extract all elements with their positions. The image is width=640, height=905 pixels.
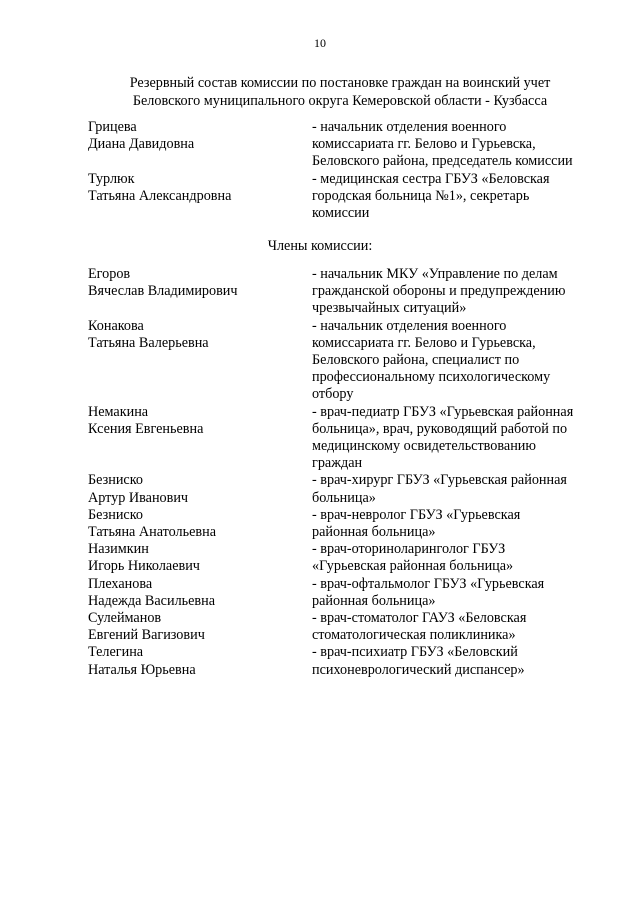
- list-item: [88, 576, 598, 610]
- list-item: [88, 541, 598, 575]
- member-role: - начальник отделения военного комиссариата гг. Белово и Гурьевска, Беловского района, специалист по профессиональному психологическому отбору: [312, 317, 551, 403]
- member-role: - начальник отделения военного комиссариата гг. Белово и Гурьевска, Беловского района, председатель комиссии: [312, 119, 573, 170]
- member-name: Конакова Татьяна Валерьевна: [88, 317, 209, 351]
- member-name: Турлюк Татьяна Александровна: [88, 170, 232, 204]
- list-item: [88, 266, 598, 318]
- list-item: [88, 171, 598, 223]
- member-name: Сулейманов Евгений Вагизович: [88, 610, 205, 644]
- list-item: [88, 507, 598, 541]
- member-name: Егоров Вячеслав Владимирович: [88, 266, 238, 300]
- member-role: - начальник МКУ «Управление по делам гражданской обороны и предупреждению чрезвычайных ситуаций»: [312, 266, 566, 317]
- member-name: Немакина Ксения Евгеньевна: [88, 403, 204, 437]
- member-role: - врач-офтальмолог ГБУЗ «Гурьевская районная больница»: [312, 575, 545, 609]
- list-item: [88, 404, 598, 473]
- member-name: Безниско Артур Иванович: [88, 472, 189, 506]
- member-role: - врач-психиатр ГБУЗ «Беловский психоневрологический диспансер»: [312, 644, 525, 678]
- member-role: - врач-хирург ГБУЗ «Гурьевская районная больница»: [312, 472, 567, 506]
- list-item: [88, 318, 598, 404]
- title-line: Резервный состав комиссии по постановке граждан на воинский учет: [129, 75, 551, 91]
- members-list: [88, 266, 598, 679]
- list-item: [88, 119, 598, 171]
- member-role: - врач-невролог ГБУЗ «Гурьевская районная больница»: [312, 506, 521, 541]
- members-heading: Члены комиссии:: [267, 238, 373, 254]
- member-name: Назимкин Игорь Николаевич: [88, 541, 200, 575]
- member-name: Грицева Диана Давидовна: [88, 119, 195, 153]
- page-number: 10: [314, 36, 326, 50]
- leadership-list: [88, 119, 598, 222]
- member-role: - врач-педиатр ГБУЗ «Гурьевская районная больница», врач, руководящий работой по медицинскому освидетельствованию граждан: [312, 403, 574, 472]
- list-item: [88, 610, 598, 644]
- member-role: - медицинская сестра ГБУЗ «Беловская городская больница №1», секретарь комиссии: [312, 170, 550, 222]
- list-item: [88, 472, 598, 506]
- title-line: Беловского муниципального округа Кемеровской области - Кузбасса: [132, 92, 548, 109]
- document-title: [60, 75, 620, 110]
- list-item: [88, 644, 598, 678]
- member-name: Телегина Наталья Юрьевна: [88, 644, 196, 678]
- member-name: Безниско Татьяна Анатольевна: [88, 506, 216, 541]
- member-role: - врач-оториноларинголог ГБУЗ «Гурьевская районная больница»: [312, 541, 514, 575]
- member-name: Плеханова Надежда Васильевна: [88, 575, 216, 609]
- member-role: - врач-стоматолог ГАУЗ «Беловская стоматологическая поликлиника»: [312, 610, 527, 644]
